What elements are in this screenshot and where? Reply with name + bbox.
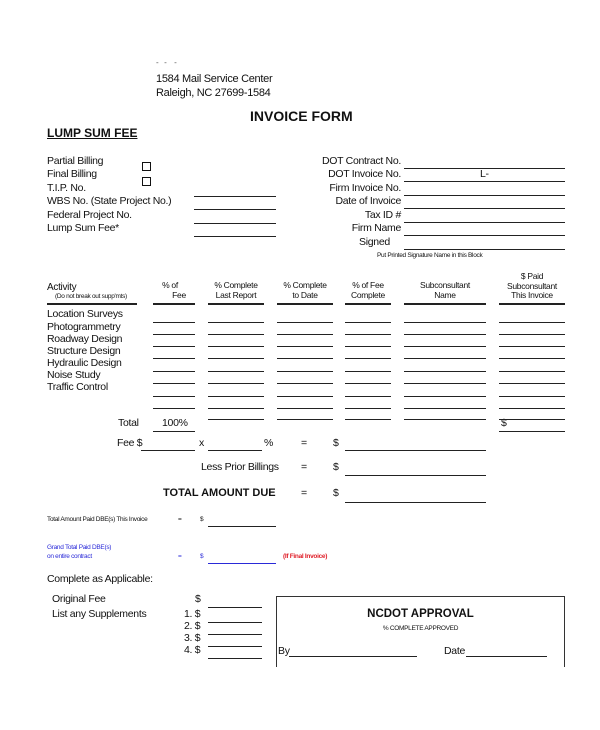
fee-complete-header-line2: Complete	[351, 289, 385, 300]
times-sign: x	[199, 437, 204, 449]
table-cell-field[interactable]	[153, 408, 195, 409]
table-cell-field[interactable]	[277, 346, 333, 347]
dbe-this-invoice-label: Total Amount Paid DBE(s) This Invoice	[47, 516, 148, 523]
wbs-label: WBS No. (State Project No.)	[47, 195, 172, 207]
table-cell-field[interactable]	[208, 408, 264, 409]
table-cell-field[interactable]	[345, 334, 391, 335]
ncdot-approval-box	[276, 596, 565, 667]
table-cell-field[interactable]	[345, 358, 391, 359]
total-paid: $	[501, 417, 507, 429]
tax-id-field[interactable]	[404, 222, 565, 223]
table-cell-field[interactable]	[499, 371, 565, 372]
pct-fee-header	[150, 281, 190, 300]
equals-sign: =	[301, 437, 307, 449]
table-cell-field[interactable]	[499, 322, 565, 323]
less-prior-label: Less Prior Billings	[201, 461, 279, 473]
approval-date-field[interactable]	[466, 656, 547, 657]
dollar-sign: $	[333, 437, 339, 449]
dot-invoice-label: DOT Invoice No.	[328, 168, 401, 180]
supplement-3-field[interactable]	[208, 646, 262, 647]
tip-label: T.I.P. No.	[47, 182, 86, 194]
table-cell-field[interactable]	[208, 383, 264, 384]
to-date-header-line2: to Date	[292, 289, 318, 300]
header-rule	[404, 303, 486, 305]
activity-header: Activity	[47, 282, 77, 293]
by-field[interactable]	[289, 656, 417, 657]
signature-note: Put Printed Signature Name in this Block	[377, 252, 483, 259]
total-paid-field[interactable]	[499, 431, 565, 432]
table-cell-field[interactable]	[153, 358, 195, 359]
page-title: INVOICE FORM	[250, 108, 353, 124]
fee-complete-header-line1: % of Fee	[352, 280, 384, 290]
sub-name-header-line2: Name	[434, 289, 456, 300]
by-label: By	[278, 645, 290, 657]
sub-name-header-line1: Subconsultant	[420, 280, 470, 290]
dollar-sign: $	[200, 516, 204, 523]
address-cutoff: - - -	[156, 58, 177, 67]
grand-total-dbe-label-2: on entire contract	[47, 553, 92, 560]
original-fee-label: Original Fee	[52, 593, 106, 605]
pct-fee-header-line2: Fee	[172, 289, 186, 300]
supplement-4-label: 4. $	[184, 644, 201, 656]
partial-billing-checkbox[interactable]	[142, 162, 151, 171]
table-cell-field[interactable]	[404, 371, 486, 372]
paid-header-line2: Subconsultant	[507, 280, 557, 291]
table-cell-field[interactable]	[499, 346, 565, 347]
total-row-field[interactable]	[345, 419, 391, 420]
supplement-2-field[interactable]	[208, 634, 262, 635]
table-cell-field[interactable]	[208, 346, 264, 347]
original-fee-field[interactable]	[208, 607, 262, 608]
firm-invoice-label: Firm Invoice No.	[329, 182, 401, 194]
table-cell-field[interactable]	[277, 358, 333, 359]
table-cell-field[interactable]	[404, 346, 486, 347]
table-cell-field[interactable]	[277, 334, 333, 335]
table-cell-field[interactable]	[208, 322, 264, 323]
final-billing-label: Final Billing	[47, 168, 97, 180]
fee-field[interactable]	[141, 450, 195, 451]
table-cell-field[interactable]	[345, 383, 391, 384]
to-date-header-line1: % Complete	[283, 280, 327, 290]
pct-fee-header-line1: % of	[162, 280, 178, 290]
header-rule	[47, 303, 137, 305]
wbs-field[interactable]	[194, 209, 276, 210]
table-cell-field[interactable]	[404, 322, 486, 323]
sub-name-header	[404, 281, 486, 300]
total-row-field[interactable]	[208, 419, 264, 420]
approval-subtitle: % COMPLETE APPROVED	[382, 625, 459, 632]
header-rule	[153, 303, 195, 305]
table-cell-field[interactable]	[208, 358, 264, 359]
equals-sign: =	[301, 461, 307, 473]
to-date-header	[272, 281, 338, 300]
equals-sign: =	[301, 487, 307, 499]
table-cell-field[interactable]	[345, 371, 391, 372]
dollar-sign: $	[333, 461, 339, 473]
table-cell-field[interactable]	[404, 396, 486, 397]
table-cell-field[interactable]	[277, 371, 333, 372]
dot-contract-field[interactable]	[404, 168, 565, 169]
table-cell-field[interactable]	[153, 322, 195, 323]
equals-sign: =	[178, 553, 182, 560]
pct-field[interactable]	[208, 450, 262, 451]
activity-note: (Do not break out supp'mts)	[55, 293, 127, 300]
pct-sign: %	[264, 437, 274, 449]
table-cell-field[interactable]	[499, 358, 565, 359]
supplement-2-label: 2. $	[184, 620, 201, 632]
fee-amount-field[interactable]	[345, 450, 486, 451]
final-billing-checkbox[interactable]	[142, 177, 151, 186]
table-cell-field[interactable]	[499, 408, 565, 409]
table-cell-field[interactable]	[404, 408, 486, 409]
table-cell-field[interactable]	[277, 322, 333, 323]
dbe-this-invoice-field[interactable]	[208, 526, 276, 527]
header-rule	[277, 303, 333, 305]
table-cell-field[interactable]	[208, 371, 264, 372]
table-cell-field[interactable]	[277, 383, 333, 384]
table-cell-field[interactable]	[345, 396, 391, 397]
grand-total-dbe-label-1: Grand Total Paid DBE(s)	[47, 544, 112, 551]
federal-project-field[interactable]	[194, 223, 276, 224]
fee-label: Fee $	[117, 437, 143, 449]
table-cell-field[interactable]	[345, 408, 391, 409]
activity-row-label: Noise Study	[47, 369, 101, 381]
last-report-header-line1: % Complete	[214, 280, 258, 290]
partial-billing-label: Partial Billing	[47, 155, 104, 167]
supplement-4-field[interactable]	[208, 658, 262, 659]
activity-row-label: Hydraulic Design	[47, 357, 122, 369]
total-label: Total	[118, 417, 139, 429]
date-of-invoice-field[interactable]	[404, 208, 565, 209]
table-cell-field[interactable]	[153, 346, 195, 347]
last-report-header-line2: Last Report	[215, 289, 257, 300]
dollar-sign: $	[195, 593, 201, 605]
dot-contract-label: DOT Contract No.	[321, 155, 401, 167]
supplement-3-label: 3. $	[184, 632, 201, 644]
total-due-field[interactable]	[345, 502, 486, 503]
lump-sum-fee-label: Lump Sum Fee*	[47, 222, 119, 234]
table-cell-field[interactable]	[499, 334, 565, 335]
dollar-sign: $	[200, 553, 204, 560]
table-cell-field[interactable]	[208, 334, 264, 335]
firm-name-label: Firm Name	[351, 222, 401, 234]
dot-invoice-field[interactable]	[404, 181, 565, 182]
complete-applicable-heading: Complete as Applicable:	[47, 573, 153, 585]
total-row-field[interactable]	[277, 419, 333, 420]
header-rule	[208, 303, 264, 305]
last-report-header	[203, 281, 269, 300]
supplement-1-label: 1. $	[184, 608, 201, 620]
header-rule	[345, 303, 391, 305]
signed-field[interactable]	[404, 249, 565, 250]
tip-field[interactable]	[194, 196, 276, 197]
paid-header-line1: $ Paid	[520, 271, 544, 281]
activity-row-label: Structure Design	[47, 345, 121, 357]
approval-title: NCDOT APPROVAL	[367, 608, 474, 620]
address-line-1: 1584 Mail Service Center	[156, 73, 273, 85]
table-cell-field[interactable]	[345, 346, 391, 347]
dot-invoice-value: L-	[480, 168, 489, 180]
total-pct: 100%	[162, 417, 188, 429]
date-of-invoice-label: Date of Invoice	[335, 195, 401, 207]
if-final-invoice-note: (If Final Invoice)	[283, 553, 328, 560]
table-cell-field[interactable]	[208, 396, 264, 397]
table-cell-field[interactable]	[404, 334, 486, 335]
total-row-field[interactable]	[404, 419, 486, 420]
activity-row-label: Location Surveys	[47, 308, 123, 320]
table-cell-field[interactable]	[277, 396, 333, 397]
signed-label: Signed	[359, 236, 390, 248]
firm-name-field[interactable]	[404, 235, 565, 236]
paid-header-line3: This Invoice	[511, 290, 553, 300]
table-cell-field[interactable]	[499, 396, 565, 397]
activity-row-label: Photogrammetry	[47, 321, 121, 333]
lump-sum-fee-field[interactable]	[194, 236, 276, 237]
address-line-2: Raleigh, NC 27699-1584	[156, 87, 271, 99]
table-cell-field[interactable]	[404, 383, 486, 384]
firm-invoice-field[interactable]	[404, 195, 565, 196]
dollar-sign: $	[333, 487, 339, 499]
supplements-label: List any Supplements	[52, 608, 147, 620]
table-cell-field[interactable]	[153, 383, 195, 384]
activity-row-label: Roadway Design	[47, 333, 123, 345]
section-title: LUMP SUM FEE	[47, 126, 138, 140]
activity-row-label: Traffic Control	[47, 381, 108, 393]
table-cell-field[interactable]	[153, 371, 195, 372]
less-prior-field[interactable]	[345, 475, 486, 476]
table-cell-field[interactable]	[153, 396, 195, 397]
tax-id-label: Tax ID #	[364, 209, 401, 221]
table-cell-field[interactable]	[499, 383, 565, 384]
total-pct-line	[153, 431, 195, 432]
table-cell-field[interactable]	[345, 322, 391, 323]
table-cell-field[interactable]	[153, 334, 195, 335]
table-cell-field[interactable]	[277, 408, 333, 409]
total-due-label: TOTAL AMOUNT DUE	[163, 487, 276, 499]
fee-complete-header	[340, 281, 396, 300]
date-label: Date	[444, 645, 465, 657]
federal-project-label: Federal Project No.	[47, 209, 132, 221]
total-row-field[interactable]	[499, 419, 565, 420]
equals-sign: =	[178, 516, 182, 523]
grand-total-dbe-field[interactable]	[208, 563, 276, 564]
header-rule	[499, 303, 565, 305]
table-cell-field[interactable]	[404, 358, 486, 359]
paid-header	[496, 272, 568, 301]
supplement-1-field[interactable]	[208, 622, 262, 623]
